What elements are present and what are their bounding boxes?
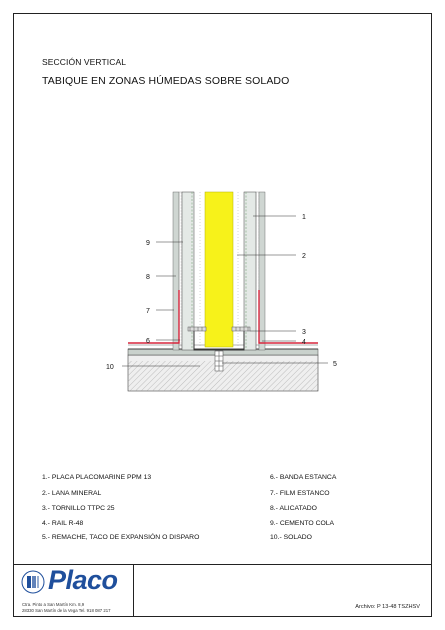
film-left <box>128 290 179 343</box>
callout-9: 9 <box>146 240 150 247</box>
callout-3: 3 <box>302 329 306 336</box>
callout-1: 1 <box>302 214 306 221</box>
callout-8: 8 <box>146 274 150 281</box>
legend-item-9: 9.- CEMENTO COLA <box>270 520 335 527</box>
callout-7: 7 <box>146 308 150 315</box>
legend-item-3: 3.- TORNILLO TTPC 25 <box>42 505 115 512</box>
section-label: SECCIÓN VERTICAL <box>42 57 127 67</box>
brand-logo-text: Placo <box>48 565 118 595</box>
mineral-wool <box>205 192 233 347</box>
callout-6: 6 <box>146 338 150 345</box>
legend-item-1: 1.- PLACA PLACOMARINE PPM 13 <box>42 474 152 481</box>
placo-logo-icon <box>21 570 45 594</box>
callout-5: 5 <box>333 361 337 368</box>
anchor <box>215 351 223 371</box>
callout-10: 10 <box>106 364 114 371</box>
legend-item-7: 7.- FILM ESTANCO <box>270 490 330 497</box>
left-tile <box>173 192 179 350</box>
archive-code: Archivo: P 13-48 TSZHSV <box>355 604 420 610</box>
right-tile <box>259 192 265 350</box>
legend-item-5: 5.- REMACHE, TACO DE EXPANSIÓN O DISPARO <box>42 534 200 541</box>
drawing-title: TABIQUE EN ZONAS HÚMEDAS SOBRE SOLADO <box>42 75 290 87</box>
footer-address-line-1: Ctra. Pinto a San Martín Km. 8,9 <box>22 602 85 607</box>
legend-item-8: 8.- ALICATADO <box>270 505 317 512</box>
callout-2: 2 <box>302 253 306 260</box>
footer-column-divider <box>133 564 134 617</box>
legend-item-10: 10.- SOLADO <box>270 534 312 541</box>
footer-address-line-2: 28330 San Martín de la Vega Tel. 918 087 217 <box>22 608 111 613</box>
callout-4: 4 <box>302 339 306 346</box>
legend-item-4: 4.- RAIL R-48 <box>42 520 84 527</box>
legend-item-6: 6.- BANDA ESTANCA <box>270 474 337 481</box>
film-right <box>259 290 318 343</box>
legend-item-2: 2.- LANA MINERAL <box>42 490 102 497</box>
